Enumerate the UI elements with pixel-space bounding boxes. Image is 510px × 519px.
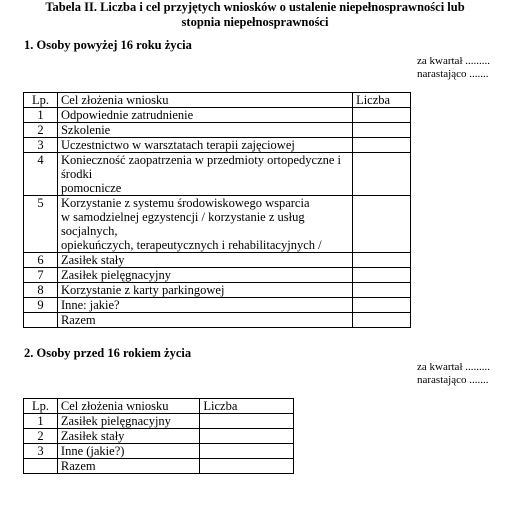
cell-lp: 1 <box>24 414 58 429</box>
cell-liczba <box>353 196 411 253</box>
cell-cel <box>57 268 352 283</box>
cell-liczba <box>353 253 411 268</box>
cell-lp: 2 <box>24 429 58 444</box>
section-1-za-kwartal: za kwartał ......... <box>417 55 490 67</box>
cell-liczba <box>353 123 411 138</box>
cell-cel-line: pomocnicze <box>60 181 122 195</box>
header-liczba: Liczba <box>353 93 411 108</box>
table-row <box>24 123 411 138</box>
table-header-row <box>24 399 294 414</box>
cell-cel <box>57 444 199 459</box>
cell-lp: 2 <box>24 123 58 138</box>
table-header-row <box>24 93 411 108</box>
table-row <box>24 268 411 283</box>
cell-cel <box>57 429 199 444</box>
cell-cel-line: Korzystanie z systemu środowiskowego wsparcia <box>60 196 310 210</box>
cell-cel <box>57 313 352 328</box>
cell-cel <box>57 298 352 313</box>
cell-cel-line: Korzystanie z karty parkingowej <box>60 283 225 297</box>
header-cel: Cel złożenia wniosku <box>57 399 199 414</box>
section-2-heading: 2. Osoby przed 16 rokiem życia <box>24 346 192 360</box>
header-cel: Cel złożenia wniosku <box>57 93 352 108</box>
cell-lp: 8 <box>24 283 58 298</box>
cell-cel-line: w samodzielnej egzystencji / korzystanie z usług socjalnych, <box>60 210 305 238</box>
header-liczba: Liczba <box>200 399 294 414</box>
cell-liczba <box>200 429 294 444</box>
cell-lp: 3 <box>24 138 58 153</box>
cell-lp: 3 <box>24 444 58 459</box>
cell-cel-line: opiekuńczych, terapeutycznych i rehabilitacyjnych / <box>60 238 322 252</box>
table-row <box>24 108 411 123</box>
table-row <box>24 313 411 328</box>
table-row <box>24 196 411 253</box>
cell-cel <box>57 459 199 474</box>
header-lp: Lp. <box>24 93 58 108</box>
cell-liczba <box>200 459 294 474</box>
table-row <box>24 153 411 196</box>
cell-cel <box>57 253 352 268</box>
cell-liczba <box>200 414 294 429</box>
cell-lp: 5 <box>24 196 58 253</box>
cell-cel <box>57 108 352 123</box>
cell-cel-line: Inne: jakie? <box>60 298 120 312</box>
cell-cel-line: Zasiłek pielęgnacyjny <box>60 268 171 282</box>
section-2-za-kwartal: za kwartał ......... <box>417 361 490 373</box>
section-1-table <box>23 92 411 328</box>
cell-cel-line: Zasiłek pielęgnacyjny <box>60 414 171 428</box>
title-line-1: Tabela II. Liczba i cel przyjętych wniosków o ustalenie niepełnosprawności lub <box>45 0 465 14</box>
cell-cel-line: Konieczność zaopatrzenia w przedmioty ortopedyczne i środki <box>60 153 342 181</box>
page-title <box>0 0 510 30</box>
cell-lp: 4 <box>24 153 58 196</box>
cell-liczba <box>200 444 294 459</box>
table-row <box>24 283 411 298</box>
cell-liczba <box>353 298 411 313</box>
cell-liczba <box>353 138 411 153</box>
cell-liczba <box>353 283 411 298</box>
cell-cel-line: Inne (jakie?) <box>60 444 125 458</box>
table-row <box>24 253 411 268</box>
cell-cel-line: Razem <box>60 313 96 327</box>
section-1-narastajaco: narastająco ....... <box>417 68 489 80</box>
cell-cel <box>57 196 352 253</box>
cell-lp <box>24 313 58 328</box>
table-row <box>24 138 411 153</box>
cell-cel <box>57 283 352 298</box>
cell-cel <box>57 414 199 429</box>
section-2-table <box>23 398 294 474</box>
section-1-heading: 1. Osoby powyżej 16 roku życia <box>24 38 192 52</box>
cell-cel-line: Razem <box>60 459 96 473</box>
cell-cel <box>57 138 352 153</box>
table-row <box>24 444 294 459</box>
cell-cel <box>57 153 352 196</box>
cell-lp <box>24 459 58 474</box>
header-lp: Lp. <box>24 399 58 414</box>
cell-cel-line: Szkolenie <box>60 123 111 137</box>
cell-lp: 9 <box>24 298 58 313</box>
cell-cel <box>57 123 352 138</box>
cell-cel-line: Zasiłek stały <box>60 253 125 267</box>
table-row <box>24 298 411 313</box>
title-line-2: stopnia niepełnosprawności <box>181 15 329 29</box>
cell-liczba <box>353 153 411 196</box>
table-row <box>24 459 294 474</box>
cell-lp: 1 <box>24 108 58 123</box>
cell-cel-line: Odpowiednie zatrudnienie <box>60 108 194 122</box>
table-row <box>24 414 294 429</box>
cell-liczba <box>353 313 411 328</box>
cell-lp: 6 <box>24 253 58 268</box>
cell-cel-line: Uczestnictwo w warsztatach terapii zajęciowej <box>60 138 295 152</box>
section-2-narastajaco: narastająco ....... <box>417 374 489 386</box>
cell-lp: 7 <box>24 268 58 283</box>
cell-liczba <box>353 268 411 283</box>
table-row <box>24 429 294 444</box>
cell-liczba <box>353 108 411 123</box>
cell-cel-line: Zasiłek stały <box>60 429 125 443</box>
